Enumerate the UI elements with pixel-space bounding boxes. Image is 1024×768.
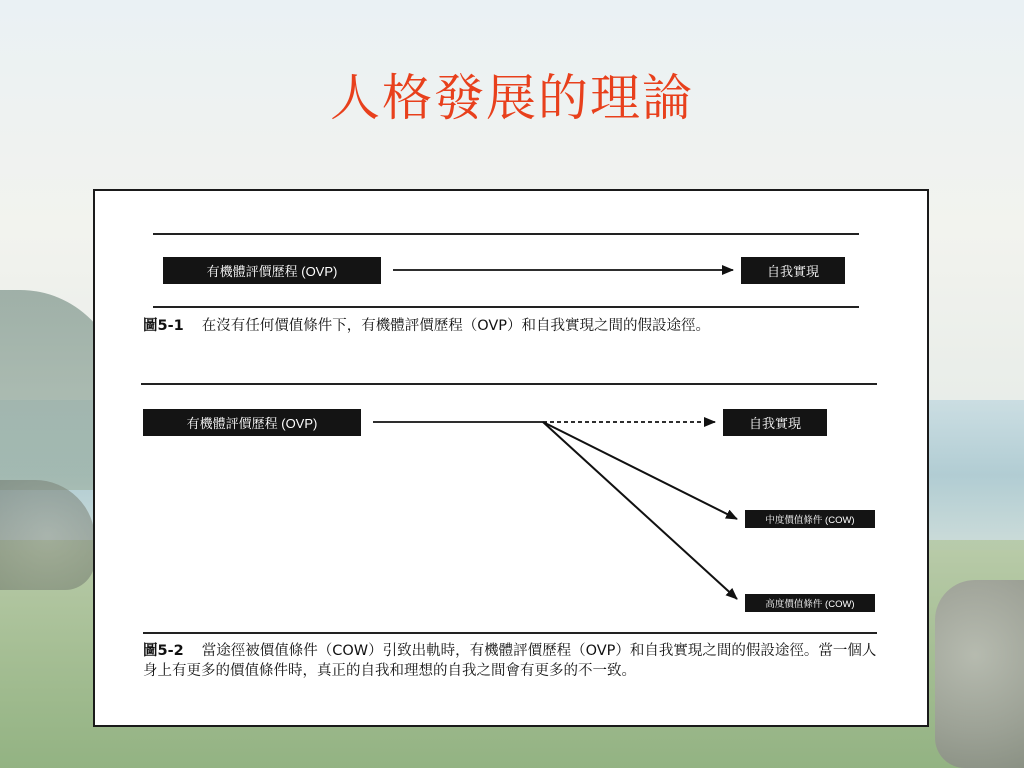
fig2-medium-cow-node: 中度價值條件 (COW): [745, 510, 875, 528]
slide-title: 人格發展的理論: [330, 69, 694, 127]
fig2-self-actualization-node: 自我實現: [723, 409, 827, 436]
fig1-caption-text: 在沒有任何價值條件下，有機體評價歷程（OVP）和自我實現之間的假設途徑。: [201, 318, 711, 334]
diagram-arrows: [95, 191, 927, 725]
fig1-ovp-node: 有機體評價歷程 (OVP): [163, 257, 381, 284]
fig2-high-arrow: [543, 422, 737, 599]
fig2-caption-text: 當途徑被價值條件（COW）引致出軌時，有機體評價歷程（OVP）和自我實現之間的假設途徑。當一個人身上有更多的價值條件時，真正的自我和理想的自我之間會有更多的不一致。: [143, 643, 877, 679]
background-rocks: [935, 580, 1024, 768]
fig2-medium-arrow: [543, 422, 737, 519]
fig2-high-cow-node: 高度價值條件 (COW): [745, 594, 875, 612]
fig2-caption-number: 圖5-2: [143, 643, 184, 659]
fig1-caption-number: 圖5-1: [143, 318, 184, 334]
figure-panel: [93, 189, 929, 727]
fig2-ovp-node: 有機體評價歷程 (OVP): [143, 409, 361, 436]
fig1-self-actualization-node: 自我實現: [741, 257, 845, 284]
